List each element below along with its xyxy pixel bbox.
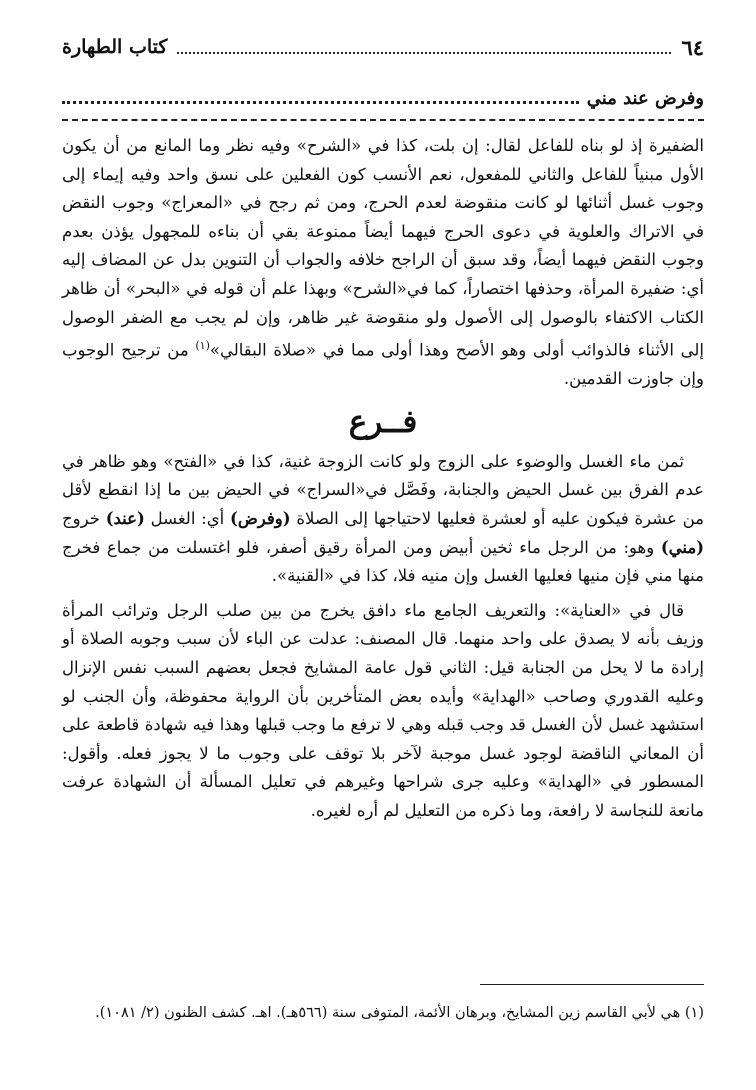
paragraph-1-end: من ترجيح الوجوب وإن جاوزت القدمين.: [62, 340, 704, 389]
paragraph-1: [62, 132, 704, 394]
footnote-reference: (١): [195, 339, 210, 353]
matn-quote-3: (مني): [660, 537, 704, 557]
matn-quote-2: (عند): [105, 509, 145, 529]
matn-quote-1: (وفرض): [230, 509, 291, 529]
matn-text: وفرض عند مني: [586, 87, 704, 109]
matn-dotted-leader: [62, 101, 579, 104]
footnote-separator: [480, 984, 704, 985]
book-page: [62, 22, 704, 1072]
footnote: [62, 1000, 704, 1026]
footnote-marker: (١): [684, 1005, 704, 1021]
footnote-text: هي لأبي القاسم زين المشايخ، وبرهان الأئمة، المتوفى سنة (٥٦٦هـ). اهـ. كشف الظنون (٢/ ١٠٨١).: [95, 1005, 685, 1021]
paragraph-1-text: الضفيرة إذ لو بناه للفاعل لقال: إن بلت، كذا في «الشرح» وفيه نظر وما المانع من أن يكون الأول مبنياً للفاعل والثاني للمفعول، نعم الأنسب كون الفعلين على نسق واحد وفيه إيماء إلى وجوب غسل أثنائها لو كانت منقوضة لعدم الحرج، ومن ثم رجح في «المعراج» وجوب النقض في الاتراك والعلوية في دعوى الحرج فيهما أيضاً ممنوعة بقي أن بناءه للمجهول يؤذن بعدم وجوب النقض فيهما أيضاً، وقد سبق أن الراجح خلافه والجواب أن التنوين بدل عن المضاف إليه أي: ضفيرة المرأة، وحذفها اختصاراً، كما في«الشرح» وبهذا علم أن قوله في «البحر» أن ظاهر الكتاب الاكتفاء بالوصول إلى الأصول ولو منقوضة غير ظاهر، وإن لم يجب مع الضفر الوصول إلى الأثناء فالذوائب أولى وهو الأصح وهذا أولى مما في «صلاة البقالي»: [62, 136, 704, 360]
page-header: [62, 34, 704, 60]
page-number: ٦٤: [681, 34, 704, 60]
dashed-separator: [62, 119, 704, 121]
paragraph-2: [62, 448, 704, 591]
section-heading: فــرع: [348, 403, 418, 440]
paragraph-2-text-a: ثمن ماء الغسل والوضوء على الزوج ولو كانت الزوجة غنية، كذا في «الفتح» وهو ظاهر في عدم الفرق بين غسل الحيض والجنابة، وفَصَّل في«السراج» في الحيض بين ما إذا انقطع لأقل من عشرة فيكون عليه أو لعشرة فعليها لاحتياجها إلى الصلاة: [62, 451, 704, 529]
running-title: كتاب الطهارة: [62, 36, 168, 58]
commentary-body: [62, 132, 704, 826]
paragraph-3: قال في «العناية»: والتعريف الجامع ماء دافق يخرج من بين صلب الرجل وترائب المرأة وزيف بأنه لا يصدق على واحد منهما. قال المصنف: عدلت عن الباء لأن سبب وجوبه الصلاة أو إرادة ما لا يحل من الجنابة قيل: الثاني قول عامة المشايخ فجعل بعضهم السبب نفس الإنزال وعليه القدوري وصاحب «الهداية» وأيده بعض المتأخرين بأن الرواية محفوظة، وأن الجنب لو استشهد غسل لأن الغسل قد وجب قبله وهي لا ترفع ما وجب قبلها وهذا فيه شهادة قاطعة على أن المعاني الناقضة لوجود غسل موجبة لآخر بلا توقف على وجوب ما لا يجوز فعله. وأقول: المسطور في «الهداية» وعليه جرى شراحها وغيرهم في تعليل المسألة أن الشهادة عرفت مانعة للنجاسة لا رافعة، وما ذكره من التعليل لم أره لغيره.: [62, 600, 704, 820]
paragraph-2-text-b: أي: الغسل: [144, 509, 231, 529]
paragraph-2-text-c: خروج: [62, 509, 106, 529]
paragraph-2-text-d: وهو: من الرجل ماء ثخين أبيض ومن المرأة رقيق أصفر، فلو اغتسلت من جماع فخرج منها مني فإن منيها فعليها الغسل وإن منيه فلا، كذا في «القنية».: [62, 537, 704, 586]
header-dotted-leader: [177, 52, 671, 54]
matn-line: [62, 84, 704, 112]
